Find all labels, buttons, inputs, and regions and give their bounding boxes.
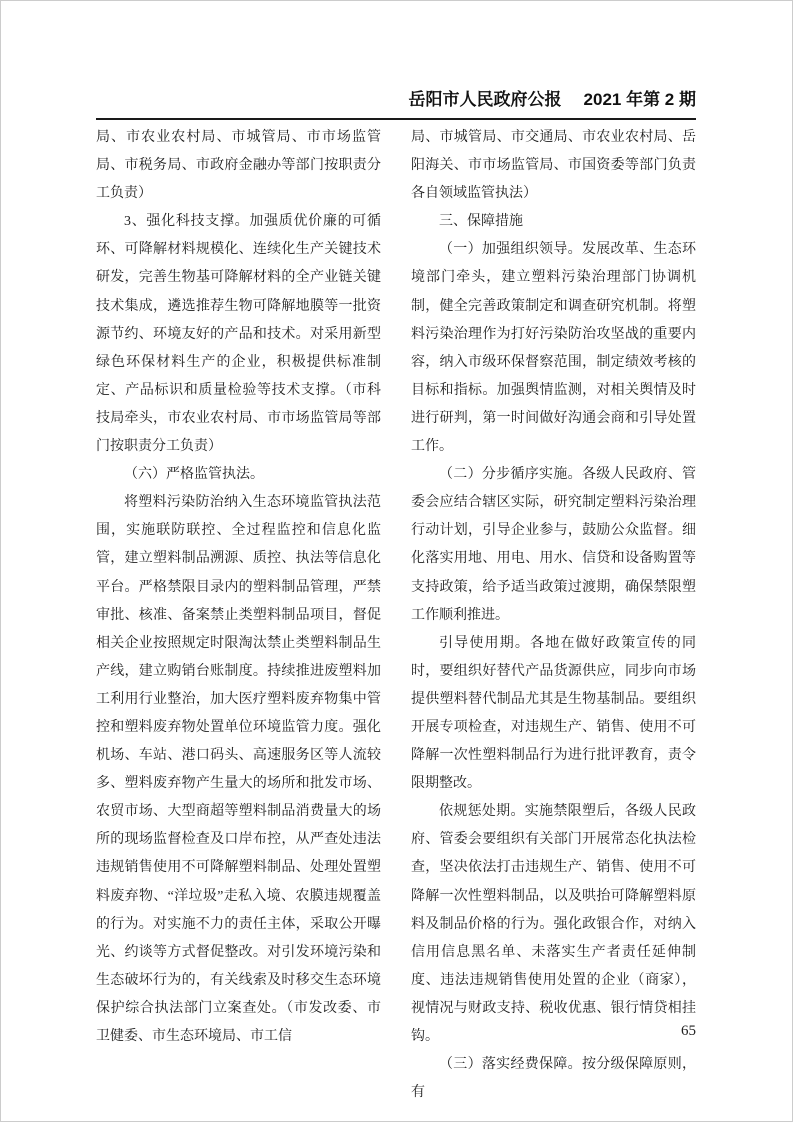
paragraph-stepwise-implementation: （二）分步循序实施。各级人民政府、管委会应结合辖区实际，研究制定塑料污染治理行动计划，引导企业参与，鼓励公众监督。细化落实用地、用电、用水、信贷和设备购置等支持政策，给予适当政策过渡期，确保禁限塑工作顺利推进。: [411, 467, 696, 623]
paragraph-org-leadership: （一）加强组织领导。发展改革、生态环境部门牵头，建立塑料污染治理部门协调机制，健全完善政策制定和调查研究机制。将塑料污染治理作为打好污染防治攻坚战的重要内容，纳入市级环保督察范围，制定绩效考核的目标和指标。加强舆情监测，对相关舆情及时进行研判，第一时间做好沟通会商和引导处置工作。: [411, 242, 696, 455]
paragraph-supervision-enforcement: 将塑料污染防治纳入生态环境监管执法范围，实施联防联控、全过程监控和信息化监管，建立塑料制品溯源、质控、执法等信息化平台。严格禁限目录内的塑料制品管理，严禁审批、核准、备案禁止类塑料制品项目，督促相关企业按照规定时限淘汰禁止类塑料制品生产线，建立购销台账制度。持续推进废塑料加工利用行业整治，加大医疗塑料废弃物集中管控和塑料废弃物处置单位环境监管力度。强化机场、车站、港口码头、高速服务区等人流较多、塑料废弃物产生量大的场所和批发市场、农贸市场、大型商超等塑料制品消费量大的场所的现场监督检查及口岸布控，从严查处违法违规销售使用不可降解塑料制品、处理处置塑料废弃物、“洋垃圾”走私入境、农膜违规覆盖的行为。对实施不力的责任主体，采取公开曝光、约谈等方式督促整改。对引发环境污染和生态破坏行为的，有关线索及时移交生态环境保护综合执法部门立案查处。（市发改委、市卫健委、市生态环境局、市工信: [96, 495, 381, 1044]
right-column: [411, 124, 696, 1107]
gazette-title: 岳阳市人民政府公报: [408, 90, 562, 109]
paragraph-punishment-period: 依规惩处期。实施禁限塑后，各级人民政府、管委会要组织有关部门开展常态化执法检查，坚决依法打击违规生产、销售、使用不可降解一次性塑料制品，以及哄抬可降解塑料原料及制品价格的行为。强化政银合作，对纳入信用信息黑名单、未落实生产者责任延伸制度、违法违规销售使用处置的企业（商家），视情况与财政支持、税收优惠、银行情贷相挂钩。: [411, 804, 696, 1044]
gazette-issue: 2021 年第 2 期: [583, 90, 696, 109]
heading-strict-supervision: （六）严格监管执法。: [124, 467, 264, 483]
continuation-paragraph: 局、市城管局、市交通局、市农业农村局、岳阳海关、市市场监管局、市国资委等部门负责各自领域监管执法）: [411, 130, 696, 202]
page-number: 65: [681, 1023, 696, 1039]
paragraph-funding-guarantee: （三）落实经费保障。按分级保障原则，有: [411, 1057, 696, 1101]
left-column: [96, 124, 381, 1107]
continuation-paragraph: 局、市农业农村局、市城管局、市市场监管局、市税务局、市政府金融办等部门按职责分工负责）: [96, 130, 381, 202]
page-header: [96, 89, 696, 120]
paragraph-tech-support: 3、强化科技支撑。加强质优价廉的可循环、可降解材料规模化、连续化生产关键技术研发，完善生物基可降解材料的全产业链关键技术集成，遴选推荐生物可降解地膜等一批资源节约、环境友好的产品和技术。对采用新型绿色环保材料生产的企业，积极提供标准制定、产品标识和质量检验等技术支撑。（市科技局牵头，市农业农村局、市市场监管局等部门按职责分工负责）: [96, 214, 381, 455]
two-column-body: [96, 124, 696, 1107]
paragraph-guided-use-period: 引导使用期。各地在做好政策宣传的同时，要组织好替代产品货源供应，同步向市场提供塑料替代制品尤其是生物基制品。要组织开展专项检查，对违规生产、销售、使用不可降解一次性塑料制品行为进行批评教育，责令限期整改。: [411, 635, 696, 792]
section-heading-safeguards: 三、保障措施: [439, 214, 523, 230]
